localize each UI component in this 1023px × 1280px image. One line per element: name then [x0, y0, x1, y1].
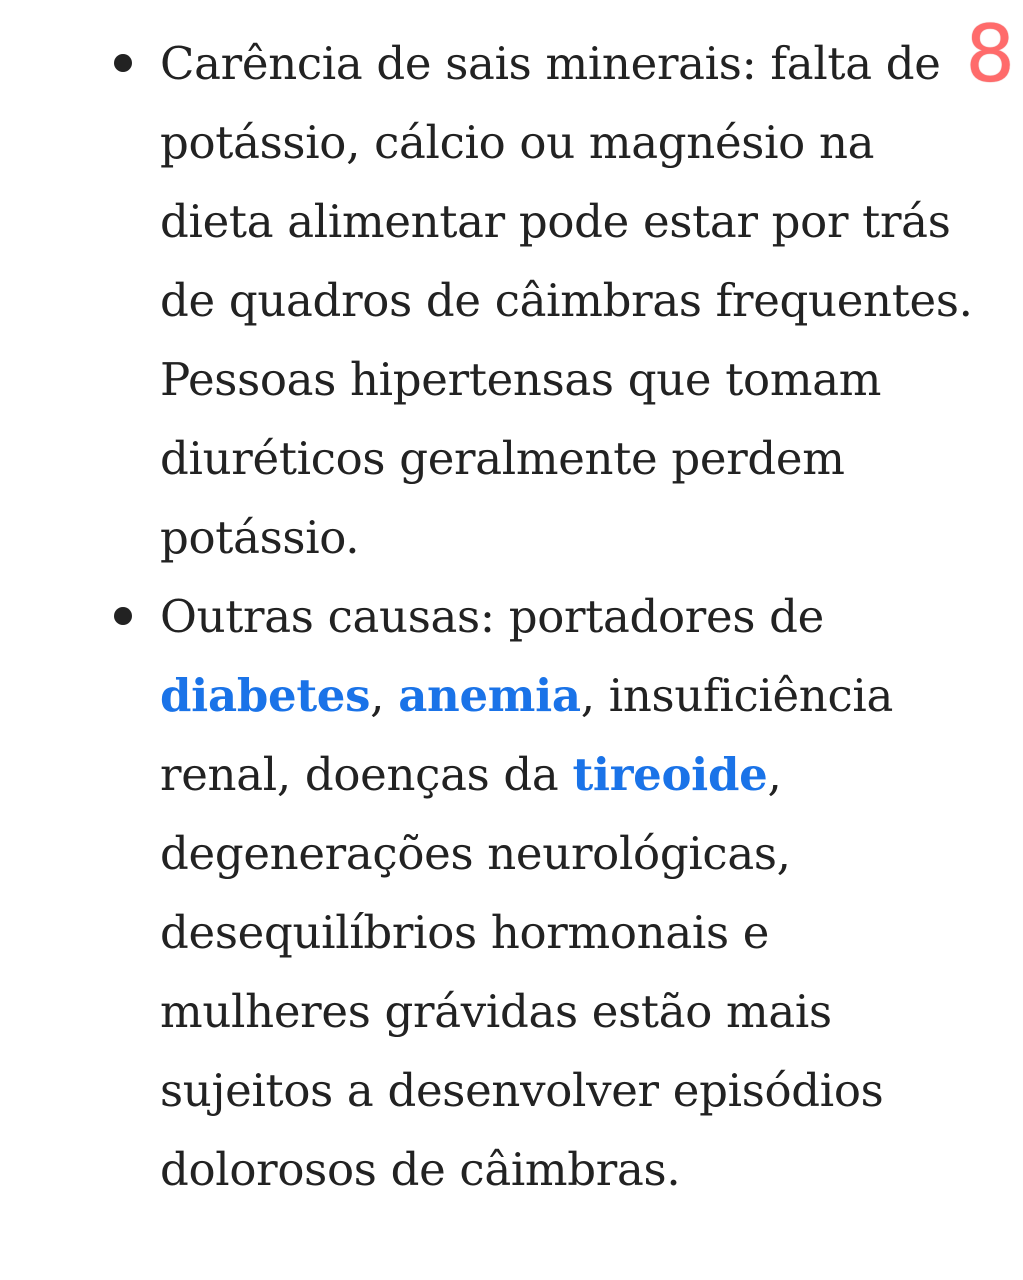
link-diabetes[interactable]: diabetes — [160, 669, 371, 722]
text-line: potássio, cálcio ou magnésio na — [160, 116, 875, 169]
link-anemia[interactable]: anemia — [398, 669, 581, 722]
text-fragment: , — [767, 748, 782, 801]
text-line: potássio. — [160, 511, 360, 564]
text-line: dolorosos de câimbras. — [160, 1143, 681, 1196]
text-line: Carência de sais minerais: falta de — [160, 37, 941, 90]
text-line-with-links — [160, 656, 990, 735]
text-line: Outras causas: portadores de — [160, 590, 824, 643]
text-line: de quadros de câimbras frequentes. — [160, 274, 973, 327]
bullet-list — [160, 24, 990, 1209]
list-item-other-causes — [160, 577, 990, 1209]
text-line: dieta alimentar pode estar por trás — [160, 195, 951, 248]
text-line: diuréticos geralmente perdem — [160, 432, 845, 485]
step-marker-label: 8 — [965, 10, 1015, 100]
text-line: degenerações neurológicas, — [160, 827, 791, 880]
bullet-dot-icon — [114, 54, 132, 72]
text-line-with-link — [160, 735, 990, 814]
text-fragment: renal, doenças da — [160, 748, 573, 801]
text-line: mulheres grávidas estão mais — [160, 985, 832, 1038]
text-line: desequilíbrios hormonais e — [160, 906, 770, 959]
text-separator: , — [370, 669, 399, 722]
text-line: Pessoas hipertensas que tomam — [160, 353, 882, 406]
bullet-dot-icon — [114, 607, 132, 625]
list-item-mineral-deficiency — [160, 24, 990, 577]
text-line: sujeitos a desenvolver episódios — [160, 1064, 884, 1117]
link-tireoide[interactable]: tireoide — [572, 748, 768, 801]
text-fragment: , insuficiência — [580, 669, 894, 722]
